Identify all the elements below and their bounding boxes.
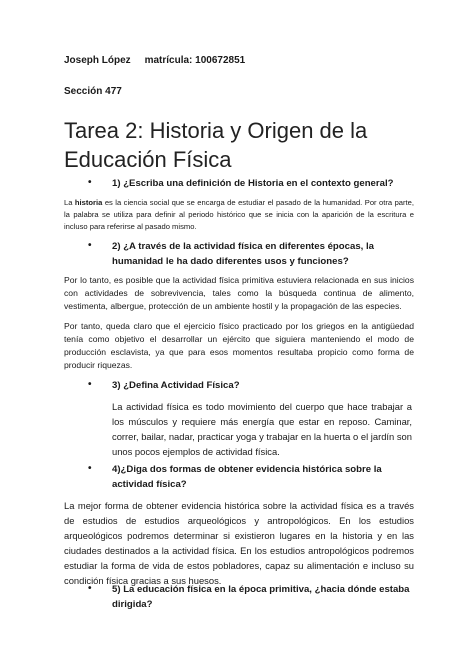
- author-line: [64, 55, 245, 66]
- bullet-icon: •: [88, 463, 92, 474]
- answer-3: La actividad física es todo movimiento del cuerpo que hace trabajar a los músculos y requiere más energía que estar en reposo. Caminar, correr, bailar, nadar, practicar yoga y trabajar en la huerta o el jardín son unos pocos ejemplos de actividad física.: [112, 401, 412, 457]
- page-title: Tarea 2: Historia y Origen de la Educación Física: [64, 118, 368, 172]
- question-5: 5) La educación física en la época primitiva, ¿hacia dónde estaba dirigida?: [112, 584, 410, 610]
- bullet-icon: •: [88, 379, 92, 390]
- question-4: 4)¿Diga dos formas de obtener evidencia histórica sobre la actividad física?: [112, 464, 382, 490]
- answer-2a: Por lo tanto, es posible que la actividad física primitiva estuviera relacionada en sus inicios con actividades de sobrevivencia, tales como la búsqueda continua de alimento, vestimenta, albergue, protección de un ambiente hostil y la propagación de las especies.: [64, 275, 414, 311]
- question-3: 3) ¿Defina Actividad Física?: [112, 380, 240, 391]
- matricula: matrícula: 100672851: [144, 55, 246, 66]
- question-1: 1) ¿Escriba una definición de Historia en el contexto general?: [112, 178, 394, 189]
- bullet-icon: •: [88, 583, 92, 594]
- author-name: Joseph López: [64, 55, 131, 66]
- section-line: Sección 477: [64, 86, 122, 97]
- question-2: 2) ¿A través de la actividad física en diferentes épocas, la humanidad le ha dado diferentes usos y funciones?: [112, 241, 374, 267]
- bullet-icon: •: [88, 177, 92, 188]
- answer-2b: Por tanto, queda claro que el ejercicio físico practicado por los griegos en la antigüedad tenía como objetivo el desarrollar un ejército que siguiera manteniendo el modo de producción esclavista, ya que para esos momentos resultaba propicio como forma de producir riquezas.: [64, 321, 414, 370]
- answer-1: La historia es la ciencia social que se encarga de estudiar el pasado de la humanidad. Por otra parte, la palabra se utiliza para definir al periodo histórico que se inicia con la aparición de la escritura e incluso para referirse al pasado mismo.: [64, 198, 414, 231]
- answer-1-keyword: historia: [74, 198, 103, 207]
- answer-4: La mejor forma de obtener evidencia histórica sobre la actividad física es a través de estudios de estudios arqueológicos y antropológicos. En los estudios arqueológicos podremos determinar si existieron lugares en la historia y en las ciudades destinados a la actividad física. En los estudios antropológicos podremos estudiar la forma de vida de estos pobladores, capaz su alimentación e incluso su condición física gracias a sus huesos.: [64, 500, 414, 586]
- bullet-icon: •: [88, 240, 92, 251]
